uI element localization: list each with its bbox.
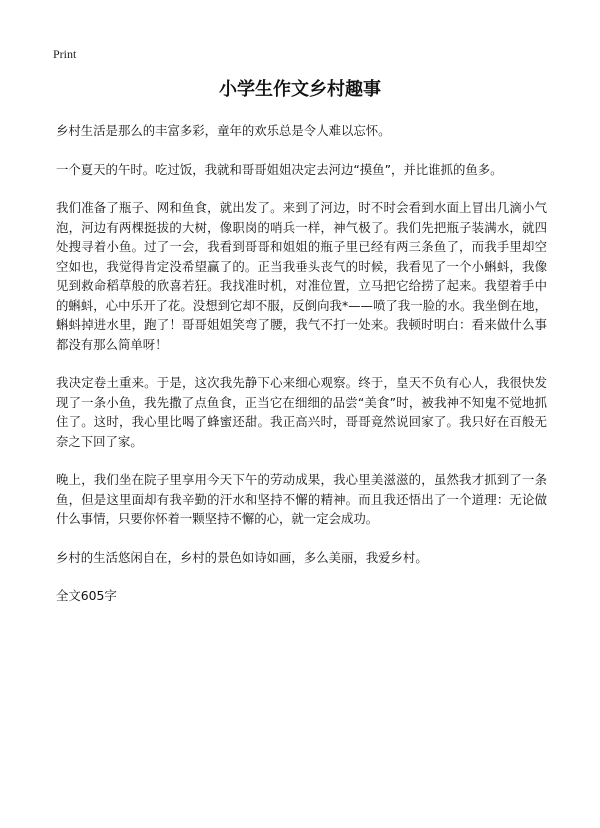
paragraph: 一个夏天的午时。吃过饭，我就和哥哥姐姐决定去河边“摸鱼”，并比谁抓的鱼多。 [56,161,503,177]
print-link[interactable]: Print [53,47,77,61]
paragraph: 晚上，我们坐在院子里享用今天下午的劳动成果，我心里美滋滋的，虽然我才抓到了一条鱼，但是这里面却有我辛勤的汗水和坚持不懈的精神。而且我还悟出了一个道理：无论做什么事情，只要你怀着一颗坚持不懈的心，就一定会成功。 [56,472,547,526]
word-count: 全文605字 [56,588,117,603]
paragraph: 我们准备了瓶子、网和鱼食，就出发了。来到了河边，时不时会看到水面上冒出几滴小气泡，河边有两棵挺拔的大树，像职岗的哨兵一样，神气极了。我们先把瓶子装满水，就四处搜寻着小鱼。过了一会，我看到哥哥和姐姐的瓶子里已经有两三条鱼了，而我手里却空空如也，我觉得肯定没希望赢了的。正当我垂头丧气的时候，我看见了一个小蝌蚪，我像见到救命稻草般的欣喜若狂。我找准时机，对准位置，立马把它给捞了起来。我望着手中的蝌蚪，心中乐开了花。没想到它却不服，反倒向我*——喷了我一脸的水。我坐倒在地，蝌蚪掉进水里，跑了！哥哥姐姐笑弯了腰，我气不打一处来。我顿时明白：看来做什么事都没有那么简单呀！ [56,200,547,352]
article-body [56,121,547,606]
page-title: 小学生作文乡村趣事 [219,79,381,100]
paragraph: 我决定卷土重来。于是，这次我先静下心来细心观察。终于，皇天不负有心人，我很快发现了一条小鱼，我先撒了点鱼食，正当它在细细的品尝“美食”时，被我神不知鬼不觉地抓住了。这时，我心里比喝了蜂蜜还甜。我正高兴时，哥哥竟然说回家了。我只好在百般无奈之下回了家。 [56,375,547,449]
paragraph: 乡村生活是那么的丰富多彩，童年的欢乐总是令人难以忘怀。 [56,123,391,138]
paragraph: 乡村的生活悠闲自在，乡村的景色如诗如画，多么美丽，我爱乡村。 [56,549,428,565]
